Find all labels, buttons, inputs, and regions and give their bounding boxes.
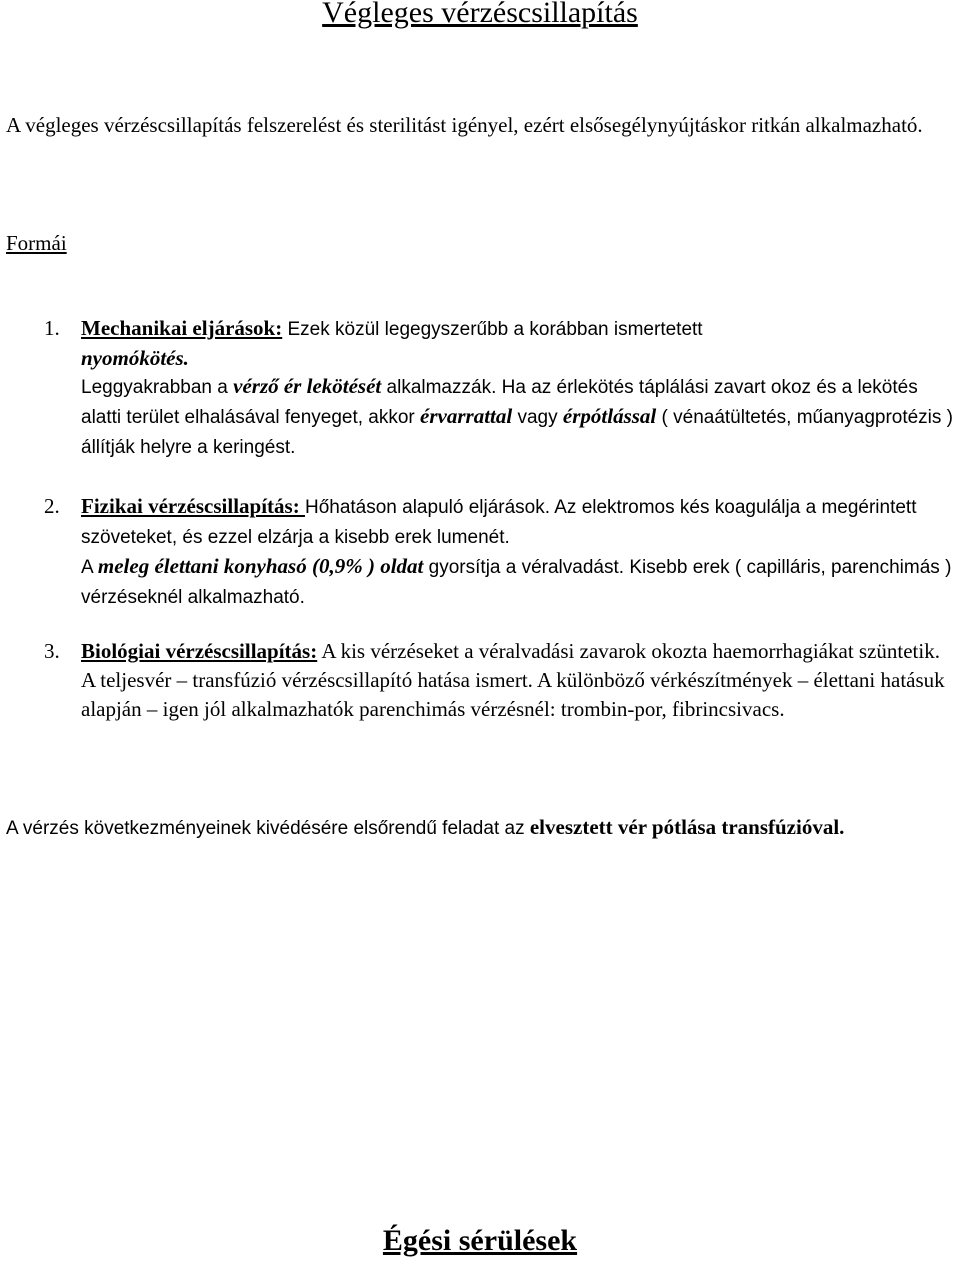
conclusion-paragraph: [6, 812, 954, 844]
section-subtitle: Formái: [6, 231, 67, 255]
conclusion-text: A vérzés következményeinek kivédésére elsőrendű feladat az: [6, 818, 530, 839]
item-emphasis: nyomókötés.: [81, 346, 189, 370]
next-section-title: Égési sérülések: [382, 1224, 578, 1257]
list-item-text: [81, 314, 956, 462]
item-text: A: [81, 557, 98, 578]
item-text: gyorsítja a véralvadást. Kisebb erek ( capilláris, parenchimás ) vérzéseknél alkalmazható.: [81, 557, 952, 608]
item-text: ( vénaátültetés, műanyagprotézis ) állítják helyre a keringést.: [81, 407, 954, 458]
item-text: Ezek közül legegyszerűbb a korábban ismertetett: [282, 319, 703, 340]
conclusion-emphasis: elvesztett vér pótlása transfúzióval.: [529, 815, 845, 839]
item-text: vagy: [512, 407, 563, 428]
item-text: A kis vérzéseket a véralvadási zavarok okozta haemorrhagiákat szüntetik. A teljesvér – transfúzió vérzéscsillapító hatása ismert. A különböző vérkészítmények – élettani hatásuk alapján – igen jól alkalmazhatók parenchimás vérzésnél: trombin-por, fibrincsivacs.: [81, 639, 945, 721]
item-heading: Fizikai vérzéscsillapítás:: [81, 494, 305, 518]
item-emphasis: vérző ér lekötését: [233, 374, 382, 398]
page-title: Végleges vérzéscsillapítás: [322, 0, 638, 29]
list-item-text: [81, 637, 956, 724]
item-heading: Mechanikai eljárások:: [81, 316, 283, 340]
item-emphasis: meleg élettani konyhasó (0,9% ) oldat: [97, 554, 424, 578]
list-item-physical: [44, 492, 956, 612]
list-item-mechanical: [44, 314, 956, 462]
intro-paragraph: A végleges vérzéscsillapítás felszerelést és sterilitást igényel, ezért elsősegélynyújtáskor ritkán alkalmazható.: [6, 113, 923, 137]
list-item-text: [81, 492, 956, 612]
list-item-biological: [44, 637, 956, 724]
item-text: Leggyakrabban a: [81, 377, 234, 398]
item-heading: Biológiai vérzéscsillapítás:: [81, 639, 318, 663]
list-number: 3.: [44, 639, 60, 663]
list-number: 1.: [44, 316, 60, 340]
item-emphasis: érpótlással: [562, 404, 657, 428]
list-number: 2.: [44, 494, 60, 518]
item-text: alkalmazzák. Ha az érlekötés táplálási zavart okoz és a lekötés alatti terület elhalásával fenyeget, akkor: [81, 377, 918, 428]
item-emphasis: érvarrattal: [420, 404, 513, 428]
item-text: Hőhatáson alapuló eljárások. Az elektromos kés koagulálja a megérintett szöveteket, és ezzel elzárja a kisebb erek lumenét.: [81, 497, 917, 548]
